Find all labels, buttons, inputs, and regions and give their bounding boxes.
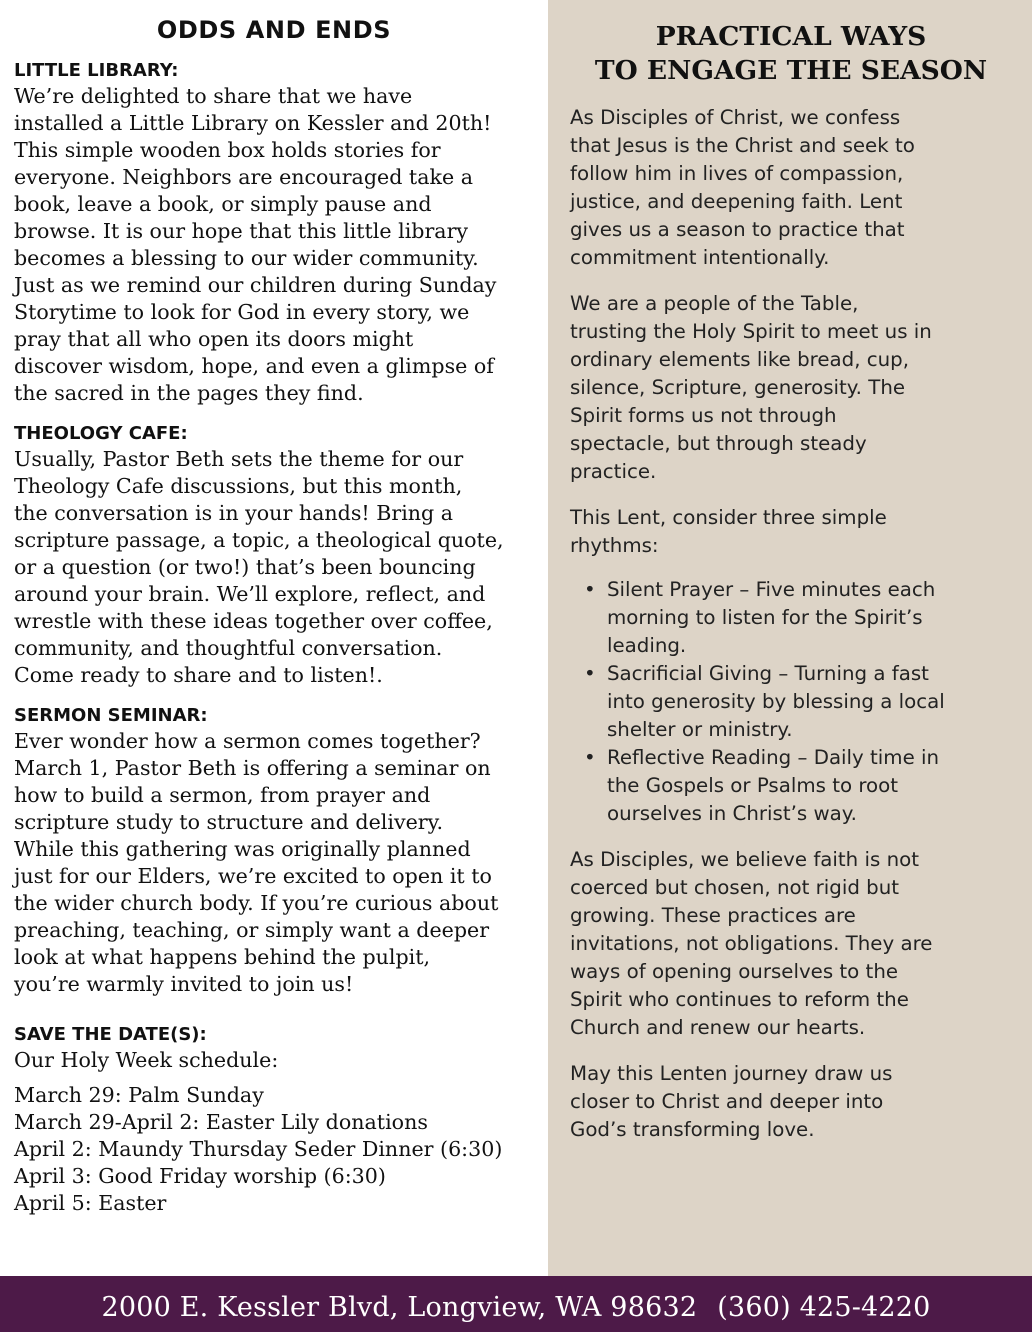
text-line: Silent Prayer – Five minutes each (607, 578, 936, 601)
sermon-seminar-text (14, 728, 534, 998)
schedule-item: April 2: Maundy Thursday Seder Dinner (6:30) (14, 1137, 503, 1161)
footer-phone: (360) 425-4220 (717, 1291, 931, 1323)
text-line: that Jesus is the Christ and seek to (570, 134, 915, 157)
practical-ways-column (548, 0, 1032, 1276)
paragraph-disciples (570, 104, 1012, 272)
footer-bar (0, 1276, 1032, 1332)
text-line: silence, Scripture, generosity. The (570, 376, 906, 399)
paragraph-closing (570, 1060, 1012, 1144)
text-line: We’re delighted to share that we have (14, 84, 413, 108)
theology-cafe-heading: THEOLOGY CAFE: (14, 423, 188, 444)
text-line: follow him in lives of compassion, (570, 162, 904, 185)
text-line: ordinary elements like bread, cup, (570, 348, 910, 371)
text-line: Spirit who continues to reform the (570, 988, 909, 1011)
rhythms-list (570, 576, 1012, 828)
save-the-date-heading: SAVE THE DATE(S): (14, 1024, 207, 1045)
text-line: As Disciples, we believe faith is not (570, 848, 919, 871)
text-line: Spirit forms us not through (570, 404, 837, 427)
theology-cafe-text (14, 446, 534, 689)
text-line: installed a Little Library on Kessler and 20th! (14, 111, 492, 135)
text-line: ways of opening ourselves to the (570, 960, 899, 983)
bullet-icon: • (584, 578, 596, 601)
text-line: the wider church body. If you’re curious about (14, 891, 499, 915)
schedule-item: March 29-April 2: Easter Lily donations (14, 1110, 428, 1134)
text-line: leading. (607, 634, 687, 657)
text-line: everyone. Neighbors are encouraged take a (14, 165, 473, 189)
text-line: practice. (570, 460, 657, 483)
text-line: While this gathering was originally planned (14, 837, 471, 861)
practical-ways-title (570, 20, 1012, 88)
text-line: the conversation is in your hands! Bring a (14, 501, 454, 525)
text-line: just for our Elders, we’re excited to open it to (14, 864, 492, 888)
text-line: preaching, teaching, or simply want a deeper (14, 918, 490, 942)
text-line: shelter or ministry. (607, 718, 793, 741)
paragraph-faith-chosen (570, 846, 1012, 1042)
text-line: Ever wonder how a sermon comes together? (14, 729, 481, 753)
text-line: book, leave a book, or simply pause and (14, 192, 432, 216)
text-line: you’re warmly invited to join us! (14, 972, 354, 996)
text-line: Sacrificial Giving – Turning a fast (607, 662, 929, 685)
title-line: TO ENGAGE THE SEASON (594, 55, 988, 86)
text-line: spectacle, but through steady (570, 432, 867, 455)
text-line: scripture passage, a topic, a theological quote, (14, 528, 504, 552)
text-line: closer to Christ and deeper into (570, 1090, 884, 1113)
text-line: May this Lenten journey draw us (570, 1062, 893, 1085)
text-line: becomes a blessing to our wider community. (14, 246, 479, 270)
bullet-icon: • (584, 746, 596, 769)
text-line: the Gospels or Psalms to root (607, 774, 899, 797)
little-library-heading: LITTLE LIBRARY: (14, 60, 179, 81)
text-line: morning to listen for the Spirit’s (607, 606, 923, 629)
text-line: rhythms: (570, 534, 659, 557)
schedule-item: April 5: Easter (14, 1191, 167, 1215)
text-line: gives us a season to practice that (570, 218, 905, 241)
text-line: discover wisdom, hope, and even a glimpse of (14, 354, 494, 378)
text-line: ourselves in Christ’s way. (607, 802, 857, 825)
list-item (570, 744, 1012, 828)
text-line: Reflective Reading – Daily time in (607, 746, 940, 769)
paragraph-rhythms-intro (570, 504, 1012, 560)
text-line: Storytime to look for God in every story, we (14, 300, 470, 324)
odds-and-ends-title: ODDS AND ENDS (156, 16, 392, 44)
text-line: God’s transforming love. (570, 1118, 815, 1141)
little-library-text (14, 83, 534, 407)
schedule-intro: Our Holy Week schedule: (14, 1048, 279, 1072)
text-line: community, and thoughtful conversation. (14, 636, 443, 660)
text-line: browse. It is our hope that this little library (14, 219, 469, 243)
text-line: As Disciples of Christ, we confess (570, 106, 901, 129)
text-line: around your brain. We’ll explore, reflect, and (14, 582, 486, 606)
text-line: growing. These practices are (570, 904, 856, 927)
text-line: Come ready to share and to listen!. (14, 663, 383, 687)
text-line: commitment intentionally. (570, 246, 830, 269)
sermon-seminar-heading: SERMON SEMINAR: (14, 705, 208, 726)
save-the-date-text (14, 1047, 534, 1217)
text-line: into generosity by blessing a local (607, 690, 945, 713)
text-line: trusting the Holy Spirit to meet us in (570, 320, 932, 343)
text-line: This Lent, consider three simple (570, 506, 887, 529)
text-line: Just as we remind our children during Sunday (14, 273, 497, 297)
text-line: the sacred in the pages they find. (14, 381, 364, 405)
text-line: how to build a sermon, from prayer and (14, 783, 431, 807)
text-line: wrestle with these ideas together over coffee, (14, 609, 493, 633)
footer-address: 2000 E. Kessler Blvd, Longview, WA 98632 (101, 1291, 698, 1323)
text-line: pray that all who open its doors might (14, 327, 414, 351)
text-line: or a question (or two!) that’s been bouncing (14, 555, 476, 579)
text-line: Church and renew our hearts. (570, 1016, 866, 1039)
text-line: look at what happens behind the pulpit, (14, 945, 431, 969)
text-line: invitations, not obligations. They are (570, 932, 933, 955)
text-line: We are a people of the Table, (570, 292, 859, 315)
list-item (570, 660, 1012, 744)
schedule-item: March 29: Palm Sunday (14, 1083, 264, 1107)
list-item (570, 576, 1012, 660)
text-line: scripture study to structure and delivery. (14, 810, 444, 834)
text-line: March 1, Pastor Beth is offering a seminar on (14, 756, 491, 780)
text-line: Theology Cafe discussions, but this month, (14, 474, 463, 498)
text-line: coerced but chosen, not rigid but (570, 876, 900, 899)
schedule-item: April 3: Good Friday worship (6:30) (14, 1164, 386, 1188)
title-line: PRACTICAL WAYS (655, 21, 927, 52)
text-line: Usually, Pastor Beth sets the theme for our (14, 447, 464, 471)
text-line: justice, and deepening faith. Lent (570, 190, 903, 213)
paragraph-table (570, 290, 1012, 486)
bullet-icon: • (584, 662, 596, 685)
text-line: This simple wooden box holds stories for (14, 138, 441, 162)
